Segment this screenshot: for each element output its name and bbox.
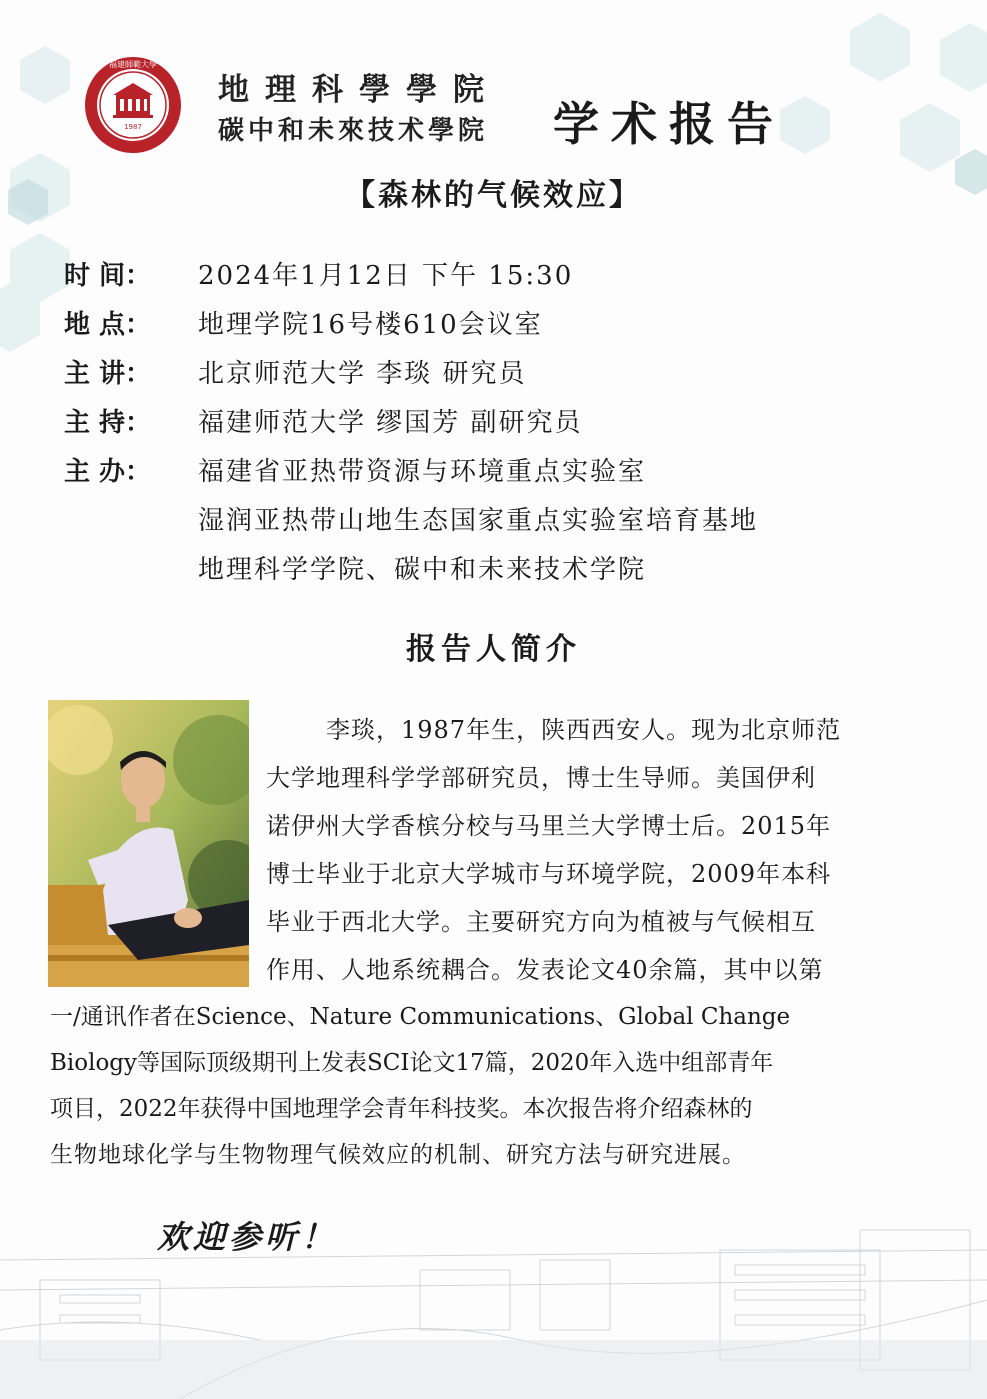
info-label: 主 讲：	[64, 359, 152, 389]
bio-line: 李琰，1987年生，陕西西安人。现为北京师范	[326, 716, 842, 744]
info-label: 地 点：	[64, 310, 152, 340]
bio-line: 毕业于西北大学。主要研究方向为植被与气候相互	[266, 908, 816, 936]
info-value: 湿润亚热带山地生态国家重点实验室培育基地	[198, 506, 759, 536]
speaker-bio-title: 报告人简介	[406, 632, 581, 667]
college-name-line2: 碳中和未來技术學院	[218, 116, 489, 146]
info-value: 北京师范大学 李琰 研究员	[198, 359, 527, 389]
bio-line: 博士毕业于北京大学城市与环境学院，2009年本科	[266, 860, 832, 888]
info-value: 福建师范大学 缪国芳 副研究员	[198, 408, 583, 438]
logo-year: 1987	[124, 123, 142, 131]
report-topic: 【森林的气候效应】	[345, 178, 642, 213]
bio-line: 诺伊州大学香槟分校与马里兰大学博士后。2015年	[266, 812, 832, 840]
college-name-line1: 地理科學學院	[218, 72, 500, 108]
bio-line: 项目，2022年获得中国地理学会青年科技奖。本次报告将介绍森林的	[50, 1096, 753, 1122]
info-label: 主 办：	[64, 457, 152, 487]
bio-line: 生物地球化学与生物物理气候效应的机制、研究方法与研究进展。	[50, 1142, 746, 1168]
info-value: 地理科学学院、碳中和未来技术学院	[198, 555, 647, 585]
info-label: 主 持：	[64, 408, 152, 438]
speaker-photo	[48, 700, 249, 987]
info-value: 福建省亚热带资源与环境重点实验室	[198, 457, 647, 487]
bio-line: 一/通讯作者在Science、Nature Communications、Global Change	[50, 1004, 791, 1030]
bio-line: 大学地理科学学部研究员，博士生导师。美国伊利	[266, 764, 816, 792]
bio-line: Biology等国际顶级期刊上发表SCI论文17篇，2020年入选中组部青年	[50, 1050, 774, 1076]
info-label: 时 间：	[64, 261, 152, 291]
info-value: 2024年1月12日 下午 15:30	[198, 261, 574, 291]
university-seal-logo	[83, 55, 183, 155]
svg-text:福建師範大學: 福建師範大學	[109, 60, 157, 69]
poster-title: 学术报告	[553, 97, 785, 151]
info-value: 地理学院16号楼610会议室	[198, 310, 543, 340]
bio-line: 作用、人地系统耦合。发表论文40余篇，其中以第	[266, 956, 824, 984]
welcome-message: 欢迎参听！	[157, 1218, 338, 1256]
